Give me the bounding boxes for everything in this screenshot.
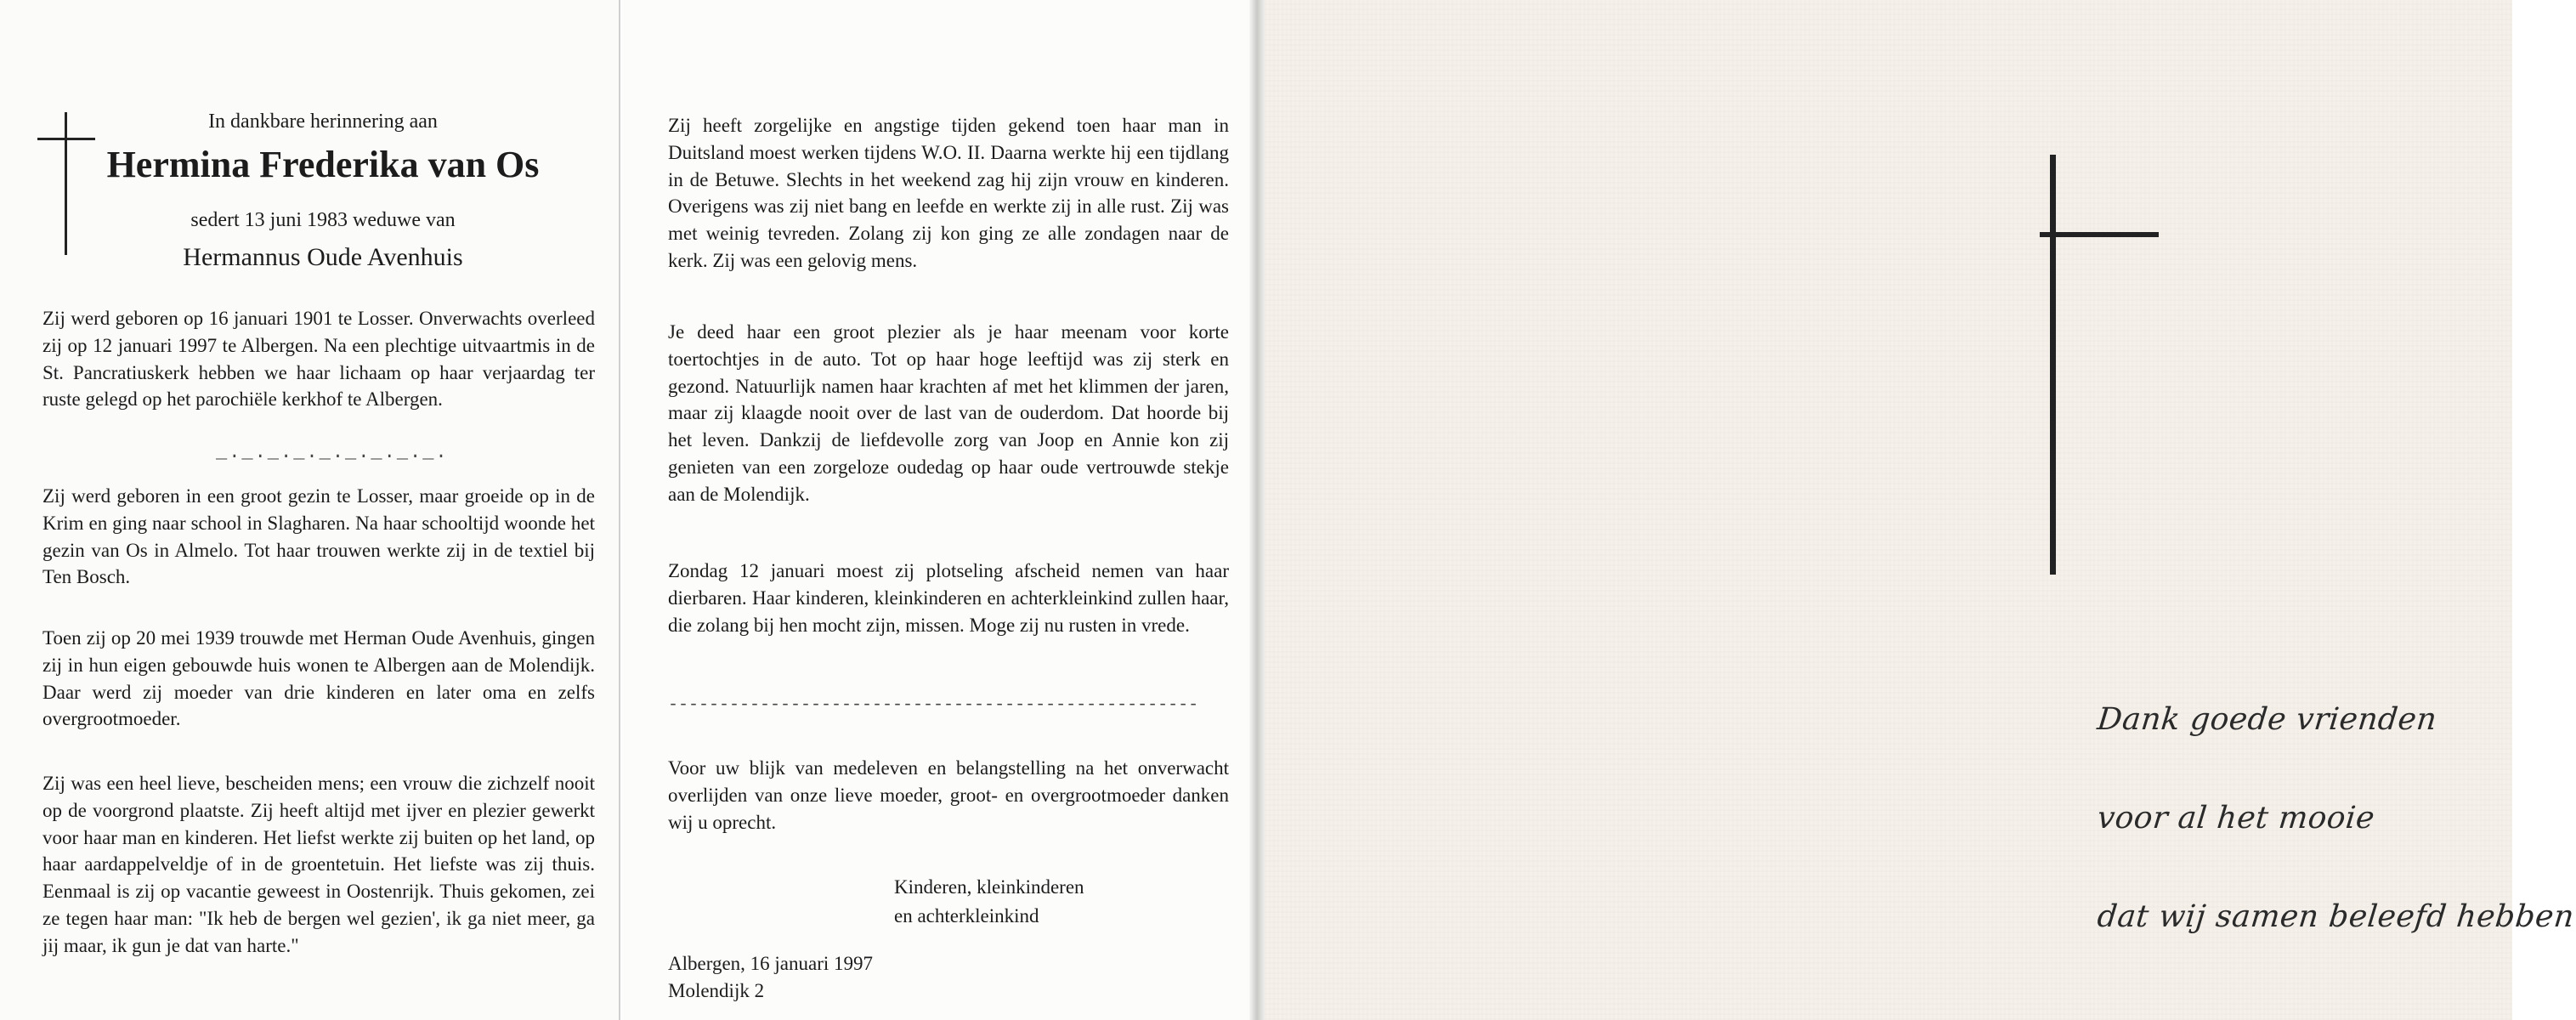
intro-text: In dankbare herinnering aan xyxy=(208,110,438,133)
large-cross-icon xyxy=(2050,155,2056,575)
large-cross-icon-bar xyxy=(2040,232,2159,237)
deceased-name: Hermina Frederika van Os xyxy=(106,144,540,185)
signature-line-1: Kinderen, kleinkinderen xyxy=(894,876,1084,898)
divider: _._._._._._._._._. xyxy=(216,442,449,463)
address: Molendijk 2 xyxy=(668,980,765,1001)
paragraph-marriage: Toen zij op 20 mei 1939 trouwde met Herman Oude Avenhuis, gingen zij in hun eigen gebouwde huis wonen te Albergen aan de Molendijk. Daar werd zij moeder van drie kinderen en later oma en zelfs overgrootmoeder. xyxy=(42,627,595,730)
left-page xyxy=(0,0,620,1020)
divider-dashed: ---------------------------------------------------- xyxy=(668,695,1199,715)
paragraph-birth-death: Zij werd geboren op 16 januari 1901 te Losser. Onverwachts overleed zij op 12 januari 1997 te Albergen. Na een plechtige uitvaartmis in de St. Pancratiuskerk hebben we haar lichaam op haar verjaardag ter ruste gelegd op het parochiële kerkhof te Albergen. xyxy=(42,308,595,411)
card-fold xyxy=(1249,0,1265,1020)
paragraph-character: Zij was een heel lieve, bescheiden mens; een vrouw die zichzelf nooit op de voorgrond plaatste. Zij heeft altijd met ijver en plezier gewerkt voor haar man en kinderen. Het liefst werkte zij buiten op het land, op haar aardappelveldje of in de groentetuin. Het liefste was zij thuis. Eenmaal is zij op vacantie geweest in Oostenrijk. Thuis gekomen, zei ze tegen haar man: "Ik heb de bergen wel gezien', ik ga niet meer, ga jij maar, ik gun je dat van harte." xyxy=(42,773,595,956)
paragraph-farewell: Zondag 12 januari moest zij plotseling afscheid nemen van haar dierbaren. Haar kinderen, kleinkinderen en achterkleinkind zullen haar, die zolang bij hen mocht zijn, missen. Moge zij nu rusten in vrede. xyxy=(668,560,1229,636)
middle-page xyxy=(622,0,1249,1020)
paragraph-war-years: Zij heeft zorgelijke en angstige tijden gekend toen haar man in Duitsland moest werken tijdens W.O. II. Daarna werkte hij een tijdlang in de Betuwe. Slechts in het weekend zag hij zijn vrouw en kinderen. Overigens was zij niet bang en leefde en werkte zij in alle rust. Zij was met weinig tevreden. Zolang zij kon ging ze alle zondagen naar de kerk. Zij was een gelovig mens. xyxy=(668,115,1229,271)
verse-line-1: Dank goede vrienden xyxy=(2095,702,2439,737)
verse-line-2: voor al het mooie xyxy=(2095,801,2377,836)
right-page xyxy=(1265,0,2576,1020)
verse-line-3: dat wij samen beleefd hebben xyxy=(2095,899,2576,934)
place-date: Albergen, 16 januari 1997 xyxy=(668,953,874,974)
husband-name: Hermannus Oude Avenhuis xyxy=(183,243,463,271)
cross-icon xyxy=(65,112,67,255)
signature-line-2: en achterkleinkind xyxy=(894,905,1039,926)
paragraph-old-age: Je deed haar een groot plezier als je haar meenam voor korte toertochtjes in de auto. Tot op haar hoge leeftijd was zij sterk en gezond. Natuurlijk namen haar krachten af met het klimmen der jaren, maar zij klaagde nooit over de last van de ouderdom. Dat hoorde bij het leven. Dankzij de liefdevolle zorg van Joop en Annie kon zij genieten van een zorgeloze oudedag op haar oude vertrouwde stekje aan de Molendijk. xyxy=(668,321,1229,505)
cross-icon-bar xyxy=(37,138,95,140)
thanks-text: Voor uw blijk van medeleven en belangstelling na het onverwacht overlijden van onze lieve moeder, groot- en overgrootmoeder danken wij u oprecht. xyxy=(668,757,1229,833)
widow-line: sedert 13 juni 1983 weduwe van xyxy=(190,209,456,231)
paragraph-youth: Zij werd geboren in een groot gezin te Losser, maar groeide op in de Krim en ging naar school in Slagharen. Na haar schooltijd woonde het gezin van Os in Almelo. Tot haar trouwen werkte zij in de textiel bij Ten Bosch. xyxy=(42,485,595,588)
